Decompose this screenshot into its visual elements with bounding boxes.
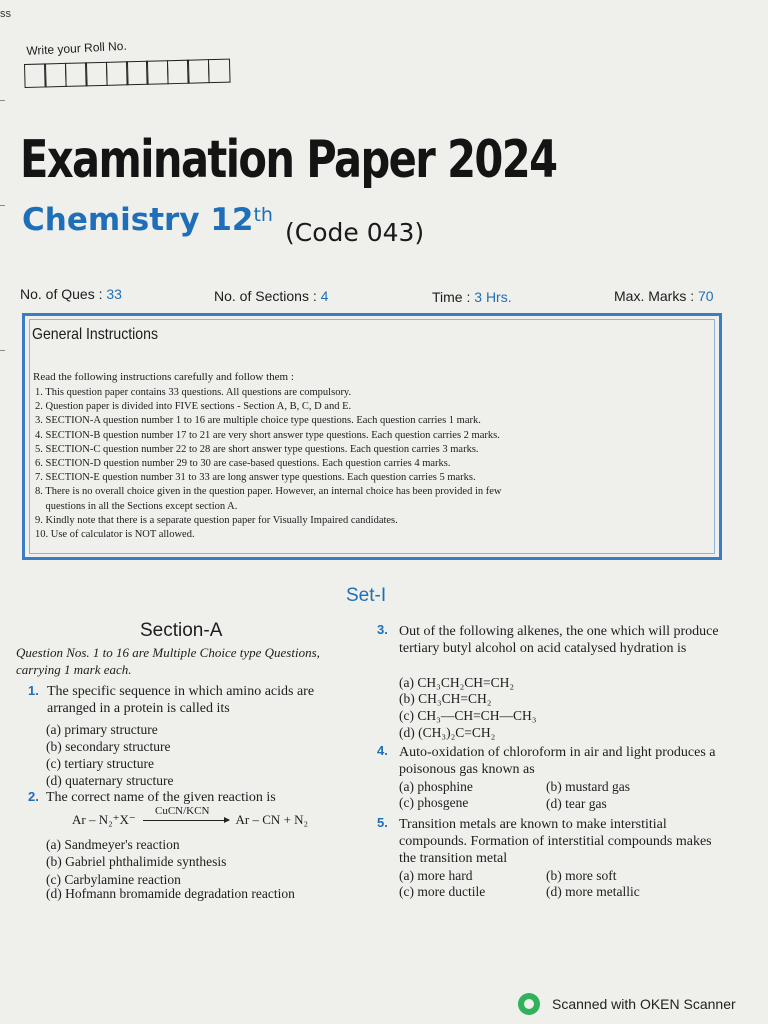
instruction-item: 9. Kindly note that there is a separate question paper for Visually Impaired candidates.	[35, 514, 398, 526]
roll-digit-box[interactable]	[208, 59, 231, 84]
question-text: The correct name of the given reaction is	[46, 790, 276, 805]
option: (d) Hofmann bromamide degradation reaction	[46, 886, 295, 901]
instruction-item: 3. SECTION-A question number 1 to 16 are multiple choice type questions. Each question carries 1 mark.	[35, 415, 481, 427]
meta-marks-label: Max. Marks :	[614, 288, 695, 304]
option: (b) secondary structure	[46, 739, 171, 754]
instruction-item: 2. Question paper is divided into FIVE sections - Section A, B, C, D and E.	[35, 401, 352, 413]
option: (c) Carbylamine reaction	[46, 872, 181, 887]
meta-questions-label: No. of Ques :	[20, 286, 103, 302]
scanner-text: Scanned with OKEN Scanner	[552, 996, 736, 1012]
reaction-reagent: CuCN/KCN	[155, 805, 210, 817]
option: (c) more ductile	[399, 884, 486, 899]
section-a-heading: Section-A	[140, 620, 223, 641]
instruction-item: 7. SECTION-E question number 31 to 33 are long answer type questions. Each question carries 5 marks.	[35, 472, 476, 484]
option: (a) more hard	[399, 868, 473, 883]
instruction-item: 4. SECTION-B question number 17 to 21 are very short answer type questions. Each question carries 2 marks.	[35, 429, 500, 441]
question-number: 5.	[377, 815, 388, 830]
meta-questions	[20, 286, 122, 302]
meta-time	[432, 289, 512, 305]
option: (d) quaternary structure	[46, 773, 174, 788]
question-number: 3.	[377, 622, 388, 637]
instructions-list	[35, 386, 501, 542]
reaction-product: Ar – CN + N₂	[235, 812, 309, 827]
instruction-item: 1. This question paper contains 33 questions. All questions are compulsory.	[35, 387, 352, 398]
question-number: 2.	[28, 789, 39, 804]
instruction-item: 6. SECTION-D question number 29 to 30 are case-based questions. Each question carries 4 marks.	[35, 458, 451, 470]
option: (a) phosphine	[399, 779, 473, 794]
subject-code: (Code 043)	[285, 218, 425, 247]
roll-digit-box[interactable]	[85, 62, 108, 87]
edge-text: ss	[0, 8, 11, 20]
instructions-title: General Instructions	[32, 326, 159, 343]
question-text: Auto-oxidation of chloroform in air and light produces a poisonous gas known as	[399, 745, 716, 777]
oken-logo-icon	[518, 993, 540, 1015]
question-text: Out of the following alkenes, the one which will produce tertiary butyl alcohol on acid catalysed hydration is	[399, 624, 719, 656]
meta-time-label: Time :	[432, 289, 471, 305]
roll-digit-box[interactable]	[65, 62, 88, 87]
option: (b) more soft	[546, 868, 617, 883]
edge-tick	[0, 205, 5, 206]
option: (a) CH₃CH₂CH=CH₂	[399, 675, 515, 690]
roll-digit-box[interactable]	[167, 60, 190, 85]
reaction-arrow	[143, 805, 229, 821]
meta-time-value: 3 Hrs.	[474, 289, 512, 305]
subject-name: Chemistry 12	[22, 202, 254, 238]
option: (b) CH₃CH=CH₂	[399, 691, 492, 706]
option: (d) (CH₃)₂C=CH₂	[399, 725, 496, 740]
roll-digit-box[interactable]	[146, 60, 169, 85]
subject-superscript: th	[253, 204, 273, 226]
edge-tick	[0, 350, 5, 351]
meta-sections-label: No. of Sections :	[214, 288, 317, 304]
roll-digit-box[interactable]	[24, 63, 47, 88]
roll-number-label: Write your Roll No.	[26, 38, 128, 58]
meta-sections-value: 4	[320, 288, 329, 304]
instructions-box	[22, 313, 722, 560]
instruction-item: 8. There is no overall choice given in the question paper. However, an internal choice has been provided in few	[35, 486, 502, 498]
option: (b) Gabriel phthalimide synthesis	[46, 854, 227, 869]
question-text: Transition metals are known to make interstitial compounds. Formation of interstitial compounds makes the transition metal	[399, 817, 712, 866]
question-text: The specific sequence in which amino acids are arranged in a protein is called its	[47, 684, 315, 716]
roll-digit-box[interactable]	[44, 63, 67, 88]
set-label: Set-I	[346, 585, 387, 606]
section-a-note: Question Nos. 1 to 16 are Multiple Choice type Questions, carrying 1 mark each.	[16, 645, 320, 677]
option: (d) tear gas	[546, 796, 607, 811]
reaction-reactant: Ar – N₂⁺X⁻	[72, 812, 136, 827]
page-title: Examination Paper 2024	[20, 130, 557, 190]
meta-marks-value: 70	[698, 288, 714, 304]
edge-tick	[0, 100, 5, 101]
option: (c) phosgene	[399, 795, 469, 810]
option: (c) tertiary structure	[46, 756, 154, 771]
meta-marks	[614, 288, 714, 304]
question-number: 4.	[377, 743, 388, 758]
instructions-intro: Read the following instructions carefully and follow them :	[33, 371, 294, 383]
roll-number-boxes[interactable]	[24, 59, 229, 88]
roll-digit-box[interactable]	[126, 61, 149, 86]
meta-questions-value: 33	[106, 286, 122, 302]
instruction-item: 10. Use of calculator is NOT allowed.	[35, 529, 195, 541]
subject-title	[22, 202, 273, 238]
option: (a) primary structure	[46, 722, 158, 737]
option: (c) CH₃—CH=CH—CH₃	[399, 708, 537, 723]
scanner-watermark	[518, 993, 736, 1015]
option: (a) Sandmeyer's reaction	[46, 837, 180, 852]
instruction-item: 5. SECTION-C question number 22 to 28 are short answer type questions. Each question carries 3 marks.	[35, 443, 479, 455]
meta-sections	[214, 288, 328, 304]
option: (d) more metallic	[546, 884, 640, 899]
question-number: 1.	[28, 683, 39, 698]
roll-digit-box[interactable]	[106, 61, 129, 86]
roll-digit-box[interactable]	[187, 59, 210, 84]
reaction-equation	[72, 805, 309, 828]
option: (b) mustard gas	[546, 779, 630, 794]
instruction-item: questions in all the Sections except section A.	[35, 500, 238, 512]
